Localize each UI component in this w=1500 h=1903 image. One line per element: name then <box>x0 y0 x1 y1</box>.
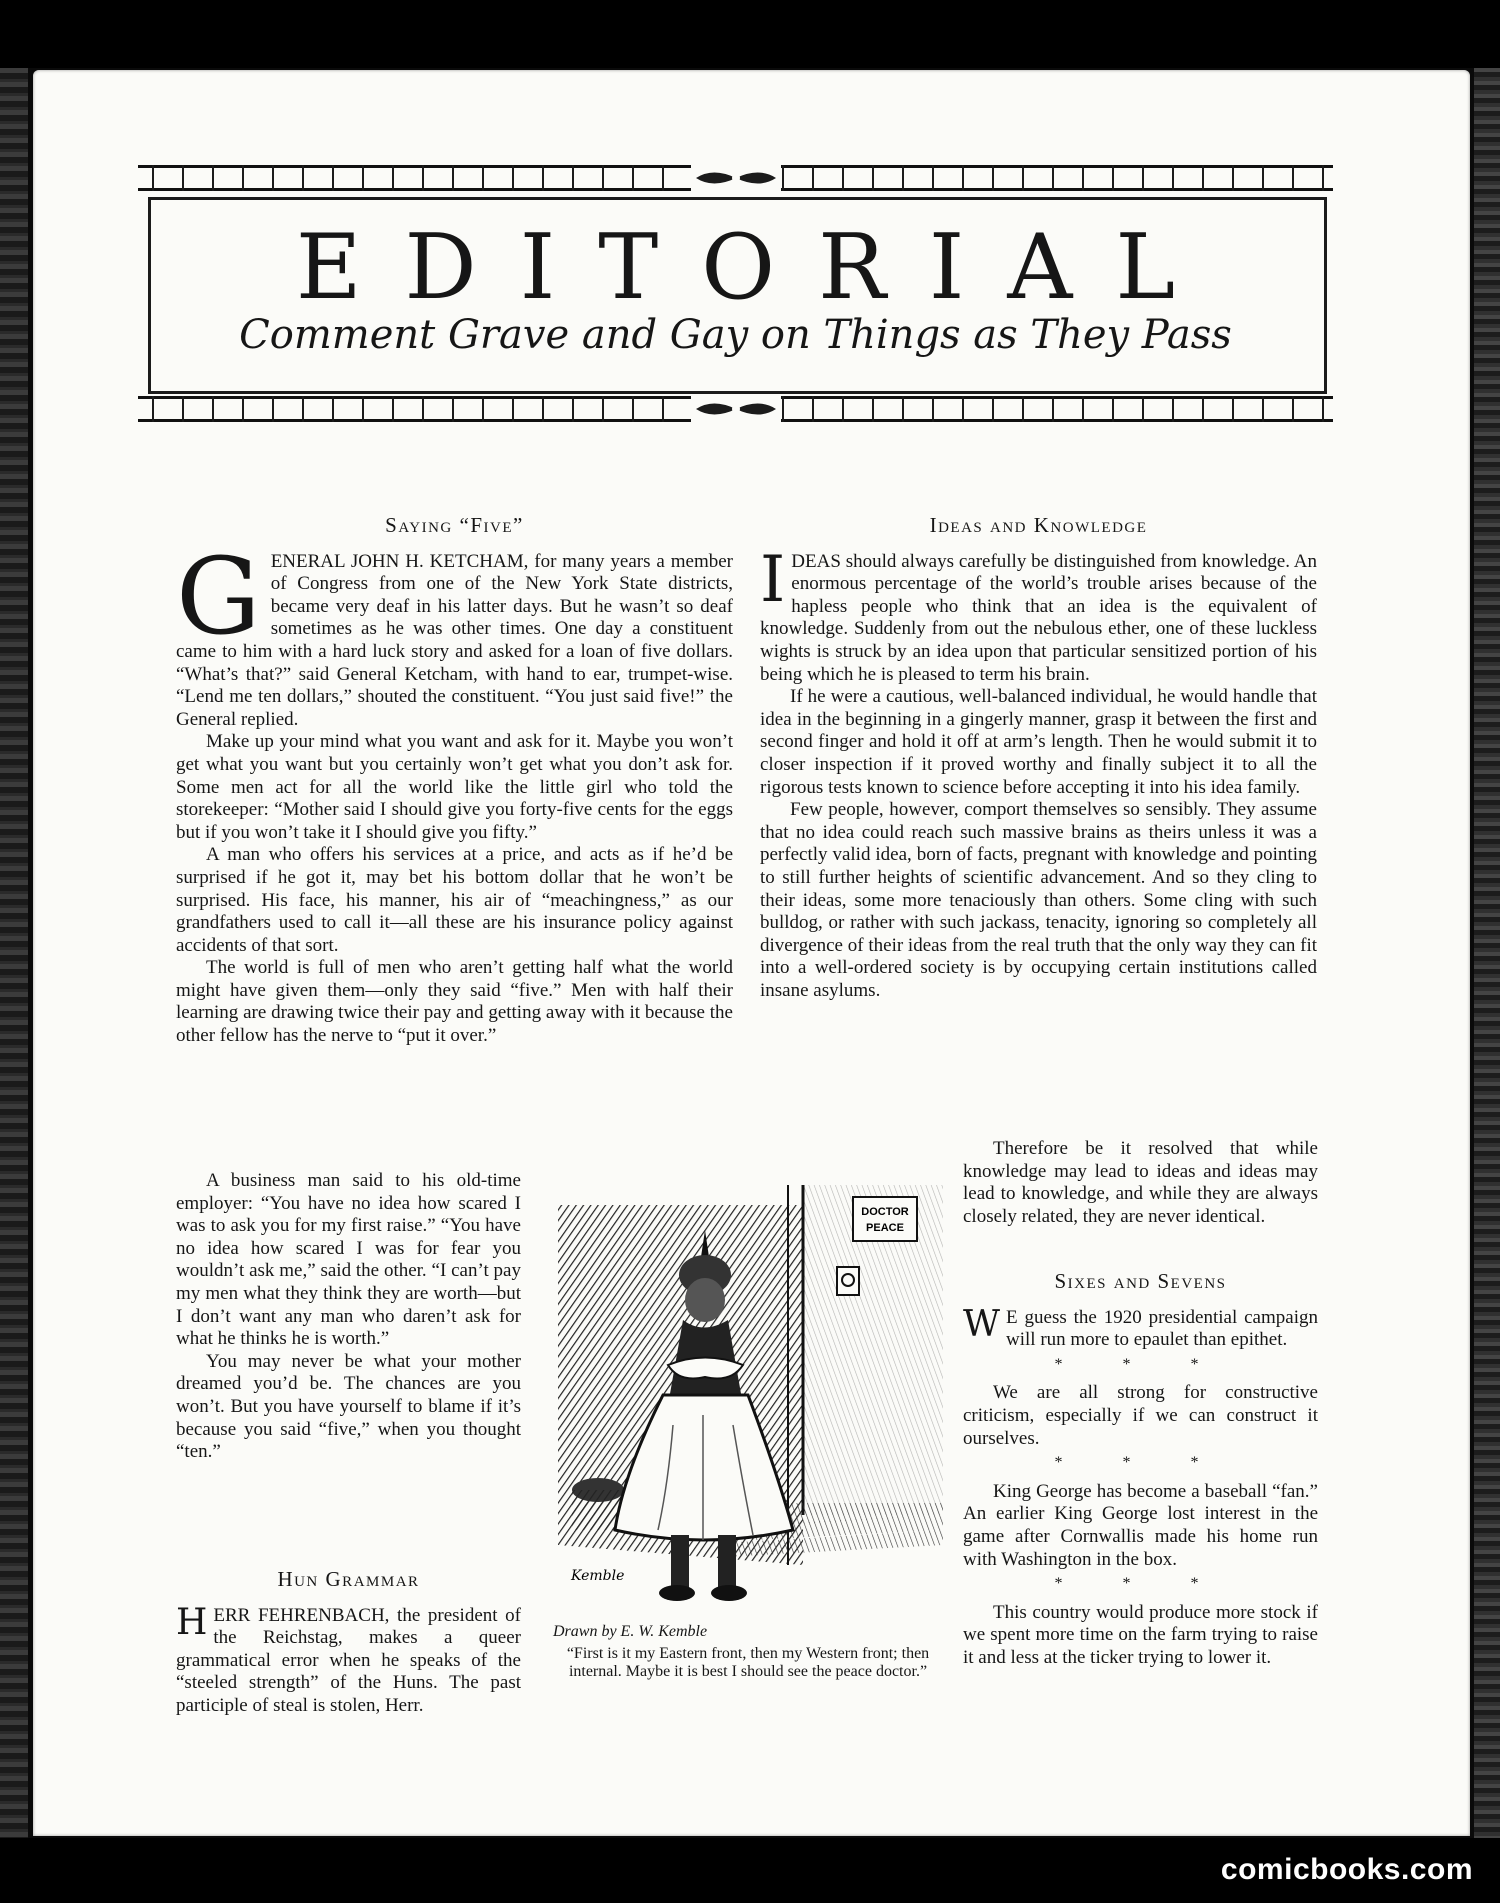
article-paragraph: HERR FEHRENBACH, the president of the Reichstag, makes a queer grammatical error when he speaks of the “steeled strength” of the Huns. The past participle of steal is stolen, Herr. <box>176 1601 521 1716</box>
article-heading: Ideas and Knowledge <box>929 513 1148 537</box>
article-ideas-continued <box>963 1138 1318 1228</box>
editorial-header <box>138 165 1333 422</box>
article-paragraph: Few people, however, comport themselves so sensibly. They assume that no idea could reach such massive brains as theirs unless it was a perfectly valid idea, born of facts, pregnant with knowledge and pointing to still further heights of scientific advancement. And so they cling to their ideas, some more tenaciously than others. Some cling with such bulldog, or rather with such jackass, tenacity, ignoring so completely all divergence of their ideas from the real truth that the only way they can fit into a well-ordered society is by occupying certain institutions called insane asylums. <box>760 799 1317 1001</box>
article-paragraph: A business man said to his old-time employer: “You have no idea how scared I was to ask you for my first raise.” “You have no idea how scared I was for fear you wouldn’t ask me,” said the other. “I can’t pay my men what they think they are worth—but I don’t want any man who daren’t ask for what he thinks he is worth.” <box>176 1170 521 1350</box>
border-ornament-icon <box>691 165 781 191</box>
article-saying-five-continued <box>176 1170 521 1464</box>
article-paragraph: Therefore be it resolved that while knowledge may lead to ideas and ideas may lead to knowledge, and while they are always closely related, they are never identical. <box>963 1138 1318 1227</box>
drop-cap: W <box>963 1303 1001 1345</box>
page-title: EDITORIAL <box>295 215 1219 320</box>
scan-top-border <box>0 0 1500 68</box>
door-sign-line-2: PEACE <box>866 1222 904 1234</box>
illustration-caption: “First is it my Eastern front, then my Western front; then internal. Maybe it is best I should see the peace doctor.” <box>566 1645 930 1680</box>
scan-bottom-border <box>0 1838 1500 1903</box>
section-divider: * * * <box>1054 1575 1227 1593</box>
article-paragraph: The world is full of men who aren’t getting half what the world might have given them—only they said “five.” Men with half their learning are drawing twice their pay and getting away with it because the other fellow has the nerve to “put it over.” <box>176 957 733 1047</box>
section-divider: * * * <box>1054 1355 1227 1373</box>
watermark: comicbooks.com <box>1220 1853 1473 1886</box>
binding-edge-left <box>0 68 28 1838</box>
article-paragraph: Make up your mind what you want and ask for it. Maybe you won’t get what you want but you certainly won’t get what you don’t ask for. Some men act for all the world like the little girl who told the storekeeper: “Mother said I should give you forty-five cents for the eggs but if you won’t take it I should give you fifty.” <box>176 731 733 843</box>
border-ornament-icon <box>691 396 781 422</box>
article-hun-grammar <box>176 1568 521 1718</box>
drop-cap: G <box>176 534 261 658</box>
article-ideas-knowledge <box>760 514 1317 1002</box>
binding-edge-right <box>1474 68 1500 1838</box>
article-paragraph: This country would produce more stock if we spent more time on the farm trying to raise it and less at the ticker trying to lower it. <box>963 1601 1318 1668</box>
article-paragraph: GENERAL JOHN H. KETCHAM, for many years a member of Congress from one of the New York State districts, became very deaf in his latter days. But he wasn’t so deaf sometimes as he was other times. One day a constituent came to him with a hard luck story and asked for a loan of five dollars. “What’s that?” said General Ketcham, with hand to ear, trumpet-wise. “Lend me ten dollars,” shouted the constituent. “You just said five!” the General replied. <box>176 534 733 730</box>
svg-text:Kemble: Kemble <box>571 1568 625 1584</box>
article-saying-five <box>176 514 733 1048</box>
door-sign-line-1: DOCTOR <box>861 1206 909 1218</box>
article-heading: Sixes and Sevens <box>1054 1269 1227 1293</box>
illustration-credit: Drawn by E. W. Kemble <box>553 1623 708 1640</box>
header-border-bottom <box>138 396 1333 422</box>
article-paragraph: King George has become a baseball “fan.” An earlier King George lost interest in the game after Cornwallis made his home run with Washington in the box. <box>963 1480 1318 1570</box>
page-subtitle: Comment Grave and Gay on Things as They Pass <box>239 312 1232 358</box>
article-paragraph: If he were a cautious, well-balanced individual, he would handle that idea in the beginning in a gingerly manner, grasp it between the first and second finger and hold it off at arm’s length. Then he would submit it to closer inspection if it proved worthy and finally subject it to all the rigorous tests known to science before accepting it into his idea family. <box>760 686 1317 798</box>
section-divider: * * * <box>1054 1454 1227 1472</box>
article-sixes-sevens <box>963 1270 1318 1670</box>
article-paragraph: We are all strong for constructive criticism, especially if we can construct it ourselves. <box>963 1382 1318 1449</box>
article-heading: Saying “Five” <box>385 513 524 537</box>
drop-cap: H <box>176 1601 208 1643</box>
article-paragraph: W E guess the 1920 presidential campaign will run more to epaulet than epithet. <box>963 1303 1318 1351</box>
drop-cap: I <box>760 542 786 617</box>
article-paragraph: IDEAS should always carefully be distinguished from knowledge. An enormous percentage of the world’s trouble arises because of the hapless people who think that an idea is the equivalent of knowledge. Suddenly from out the nebulous ether, one of these luckless wights is struck by an idea upon that particular sensitized portion of his being which he is pleased to term his brain. <box>760 542 1317 685</box>
header-border-top <box>138 165 1333 191</box>
article-paragraph: You may never be what your mother dreamed you’d be. The chances are you won’t. But you have yourself to blame if it’s because you said “five,” when you thought “ten.” <box>176 1350 521 1463</box>
article-heading: Hun Grammar <box>277 1567 420 1591</box>
cartoon-illustration <box>553 1185 943 1615</box>
article-paragraph: A man who offers his services at a price, and acts as if he’d be surprised if he got it, may bet his bottom dollar that he won’t be surprised. His face, his manner, his air of “meachingness,” as our grandfathers used to call it—all these are his insurance policy against accidents of that sort. <box>176 844 733 956</box>
